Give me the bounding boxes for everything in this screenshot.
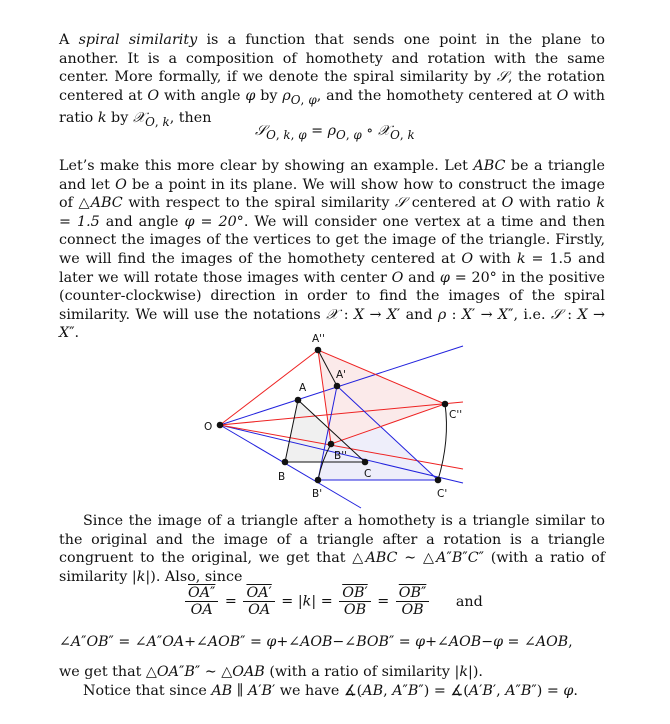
label-C: C — [364, 468, 372, 480]
label-C2: C'' — [449, 409, 463, 421]
equation-angles: ∠A″OB″ = ∠A″OA+∠AOB″ = φ+∠AOB−∠BOB″ = φ+∠AOB−φ = ∠AOB, — [59, 634, 573, 650]
label-A2: A'' — [312, 333, 325, 345]
label-A1: A' — [336, 369, 347, 381]
spiral-similarity-figure — [0, 330, 670, 520]
term-spiral-similarity: spiral similarity — [78, 32, 198, 48]
phi-value: φ = 20° — [184, 213, 244, 230]
paragraph-similarity: Since the image of a triangle after a homothety is a triangle similar to the original and the image of a triangle after a rotation is a triangle congruent to the original, we get that △ABC ∼ △A″B″C″ (with a ratio of similarity |k|). Also, since — [59, 513, 605, 585]
word-and: and — [455, 593, 483, 610]
paragraph-conclusion: we get that △OA″B″ ∼ △OAB (with a ratio of similarity |k|). — [59, 664, 483, 680]
paragraph-parallel: Notice that since AB ∥ A′B′ we have ∡(AB, A″B″) = ∡(A′B′, A″B″) = φ. — [83, 683, 578, 699]
equation-spiral-definition: 𝒮$_{O, k, \varphi}$ = $\rho_{O, \varphi}$ ∘ 𝒳$_{O, k}$ — [255, 123, 415, 142]
label-B: B — [278, 471, 286, 483]
paragraph-example: Let’s make this more clear by showing an example. Let ABC be a triangle and let O be a point in its plane. We will show how to construct the image of △ABC with respect to the spiral similarity 𝒮 centered at O with ratio k = 1.5 and angle φ = 20°. We will consider one vertex at a time and then connect the images of the vertices to get the image of the triangle. Firstly, we will find the images of the homothety centered at O with k = 1.5 and later we will rotate those images with center O and φ = 20° in the positive (counter-clockwise) direction in order to find the images of the spiral similarity. We will use the notations 𝒳 : X → X′ and ρ : X′ → X″, i.e. 𝒮 : X → X″. — [59, 158, 606, 342]
label-B1: B' — [312, 488, 323, 500]
label-A: A — [299, 382, 307, 394]
label-C1: C' — [437, 488, 448, 500]
equation-ratios: $\frac{OA''}{OA}$ = $\frac{OA'}{OA}$ = |k| = $\frac{OB'}{OB}$ = $\frac{OB''}{OB}$ and — [183, 585, 483, 618]
k-value: k = 1.5 — [59, 195, 606, 230]
paragraph-definition: A spiral similarity is a function that sends one point in the plane to another. It is a composition of homothety and rotation with the same center. More formally, if we denote the spiral similarity by 𝒮, the rotation centered at O with angle φ by $\rho_{O, \varphi}$, and the homothety centered at O with ratio k by 𝒳$_{O, k}$, then — [59, 32, 605, 130]
label-O: O — [204, 421, 213, 433]
label-B2: B'' — [334, 450, 347, 462]
